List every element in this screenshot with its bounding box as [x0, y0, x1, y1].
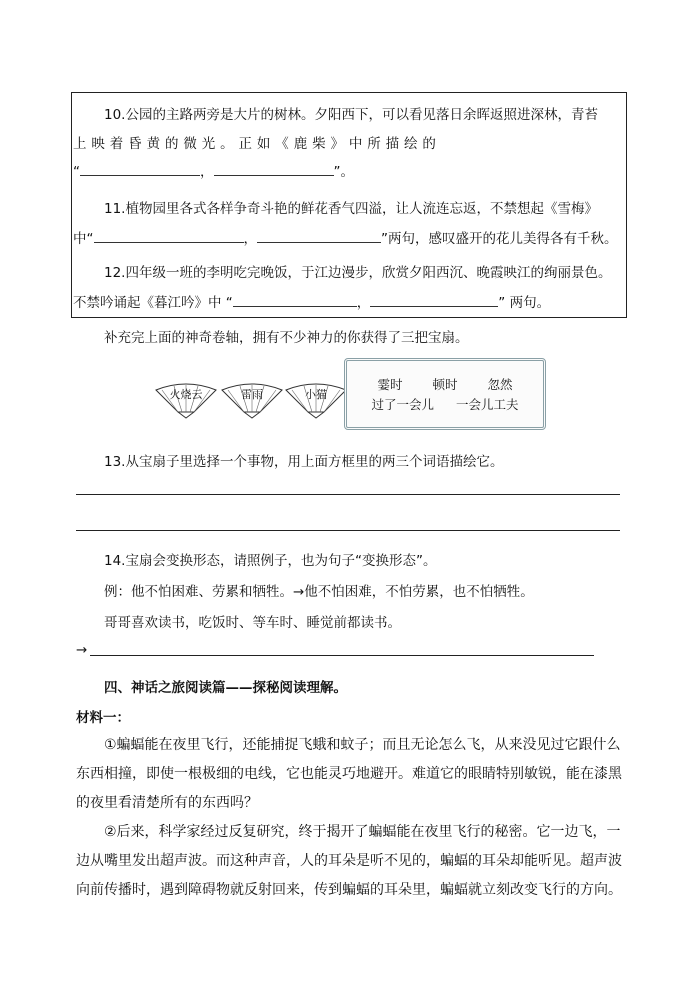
p2-line3: 向前传播时，遇到障碍物就反射回来，传到蝙蝠的耳朵里，蝙蝠就立刻改变飞行的方向。 — [76, 882, 622, 898]
word-dunshi: 顿时 — [432, 377, 458, 392]
q13-answer-line-2[interactable] — [76, 530, 620, 531]
fan-huoshaoyun — [154, 380, 218, 420]
q14-answer-line[interactable] — [90, 655, 594, 656]
fan-label: 小猫 — [305, 388, 327, 401]
q10-answer-row — [73, 160, 354, 180]
q11-prefix: 中“ — [73, 231, 94, 247]
q11-blank-1[interactable] — [94, 242, 244, 243]
word-box — [344, 358, 546, 430]
q11-suffix: ”两句，感叹盛开的花儿美得各有千秋。 — [381, 231, 618, 247]
q11-comma: ， — [243, 231, 257, 247]
p2-line2: 边从嘴里发出超声波。而这种声音，人的耳朵是听不见的，蝙蝠的耳朵却能听见。超声波 — [76, 853, 622, 869]
p1-line1: ①蝙蝠能在夜里飞行，还能捕捉飞蛾和蚊子；而且无论怎么飞，从来没见过它跟什么 — [104, 737, 621, 753]
section-4-heading: 四、神话之旅阅读篇——探秘阅读理解。 — [104, 680, 347, 696]
q10-open-quote: “ — [73, 164, 80, 180]
word-row-1 — [347, 375, 543, 393]
q10-line1: 10.公园的主路两旁是大片的树林。夕阳西下，可以看见落日余晖返照进深林，青苔 — [104, 107, 598, 123]
q12-blank-2[interactable] — [370, 306, 498, 307]
q12-line1: 12.四年级一班的李明吃完晚饭，于江边漫步，欣赏夕阳西沉、晚霞映江的绚丽景色。 — [104, 265, 612, 281]
fan-label: 火烧云 — [169, 388, 203, 401]
word-row-2 — [347, 395, 543, 413]
q12-suffix: ” 两句。 — [498, 295, 551, 311]
q12-prefix: 不禁吟诵起《暮江吟》中 “ — [73, 295, 233, 311]
p1-line3: 的夜里看清楚所有的东西吗？ — [76, 795, 258, 811]
q11-line1: 11.植物园里各式各样争奇斗艳的鲜花香气四溢，让人流连忘返，不禁想起《雪梅》 — [104, 201, 598, 217]
q11-blank-2[interactable] — [257, 242, 381, 243]
q10-blank-2[interactable] — [214, 175, 334, 176]
q12-comma: ， — [356, 295, 371, 311]
p2-line1: ②后来，科学家经过反复研究，终于揭开了蝙蝠能在夜里飞行的秘密。它一边飞，一 — [104, 824, 621, 840]
word-shashi: 霎时 — [377, 377, 403, 392]
q14-arrow: → — [76, 642, 88, 658]
q14-sentence: 哥哥喜欢读书，吃饭时、等车时、睡觉前都读书。 — [104, 615, 401, 631]
q10-line2: 上 映 着 昏 黄 的 微 光 。 正 如 《 鹿 柴 》 中 所 描 绘 的 — [73, 136, 437, 152]
q13-text: 13.从宝扇子里选择一个事物，用上面方框里的两三个词语描绘它。 — [104, 454, 504, 470]
fan-leiyu — [220, 380, 284, 420]
q14-example: 例：他不怕困难、劳累和牺牲。→他不怕困难，不怕劳累，也不怕牺牲。 — [104, 584, 534, 600]
word-yihuiergongfu: 一会儿工夫 — [455, 397, 519, 412]
p1-line2: 东西相撞，即使一根极细的电线，它也能灵巧地避开。难道它的眼睛特别敏锐，能在漆黑 — [76, 766, 622, 782]
fans-intro: 补充完上面的神奇卷轴，拥有不少神力的你获得了三把宝扇。 — [104, 330, 469, 346]
q13-answer-line-1[interactable] — [76, 494, 620, 495]
q10-close-quote: ”。 — [333, 164, 354, 180]
material-1-label: 材料一： — [76, 710, 130, 726]
word-guoleyihuier: 过了一会儿 — [371, 397, 435, 412]
q10-blank-1[interactable] — [80, 175, 200, 176]
q10-comma: ， — [200, 164, 214, 180]
q12-blank-1[interactable] — [233, 306, 357, 307]
q14-title: 14.宝扇会变换形态，请照例子，也为句子“变换形态”。 — [104, 553, 437, 569]
word-huran: 忽然 — [487, 377, 513, 392]
fan-xiaomao — [284, 380, 348, 420]
fan-label: 雷雨 — [241, 388, 263, 401]
q12-answer-row — [73, 291, 550, 311]
q11-answer-row — [73, 227, 618, 247]
